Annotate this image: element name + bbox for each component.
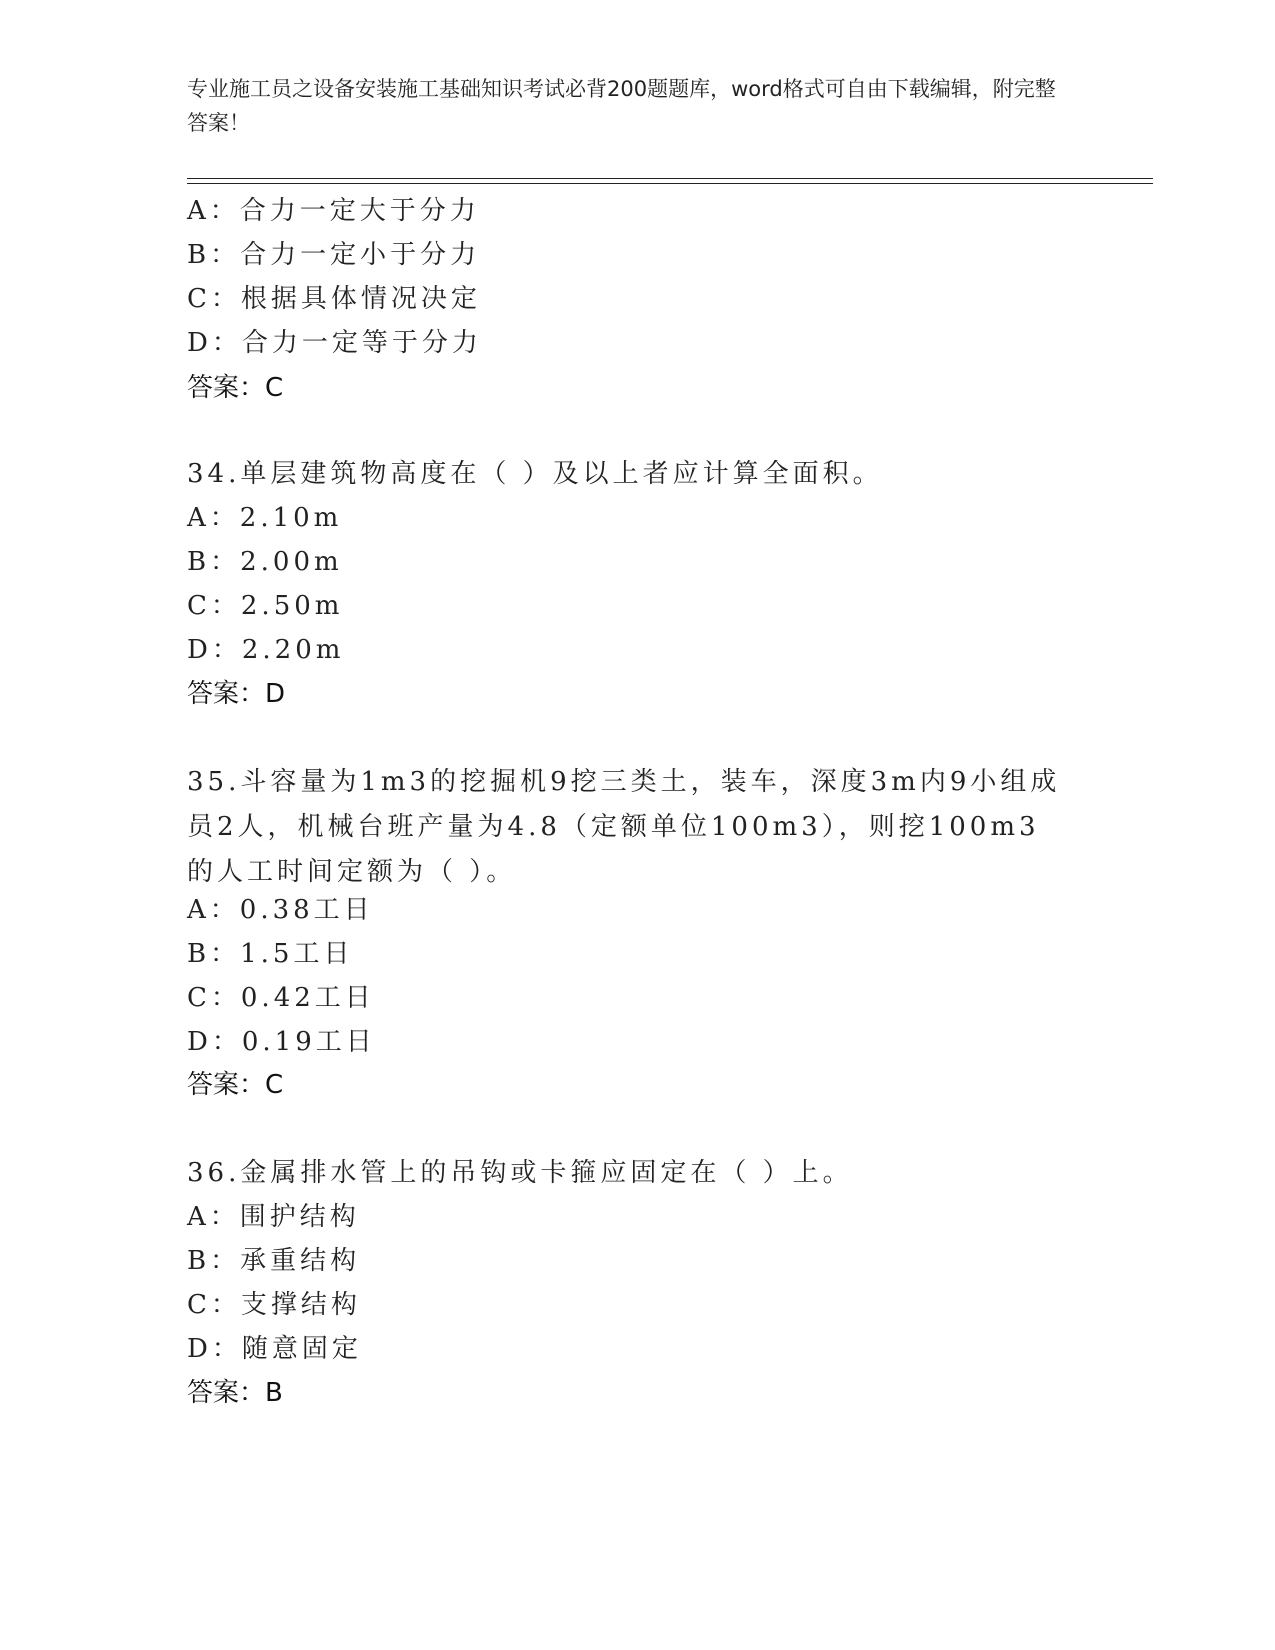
document-header: 专业施工员之设备安装施工基础知识考试必背200题题库，word格式可自由下载编辑，附完整答案！ — [187, 77, 1056, 135]
q35-option-d: D：0.19工日 — [187, 1027, 376, 1057]
q35-option-a: A：0.38工日 — [187, 895, 374, 925]
q34-option-d: D：2.20m — [187, 635, 345, 665]
q33-option-d: D：合力一定等于分力 — [187, 328, 482, 358]
q33-option-b: B：合力一定小于分力 — [187, 240, 481, 270]
q36-option-b: B：承重结构 — [187, 1246, 361, 1276]
header-divider-bottom — [187, 183, 1153, 184]
q35-question: 35.斗容量为1m3的挖掘机9挖三类土，装车，深度3m内9小组成员2人，机械台班产量为4.8（定额单位100m3），则挖100m3的人工时间定额为（ ）。 — [187, 767, 1061, 887]
q33-answer: 答案：C — [187, 373, 284, 403]
q36-question: 36.金属排水管上的吊钩或卡箍应固定在（ ）上。 — [187, 1158, 853, 1188]
header-divider-top — [187, 178, 1153, 179]
q36-option-d: D：随意固定 — [187, 1334, 362, 1364]
q35-option-c: C：0.42工日 — [187, 983, 375, 1013]
q36-option-a: A：围护结构 — [187, 1202, 360, 1232]
q34-question: 34.单层建筑物高度在（ ）及以上者应计算全面积。 — [187, 459, 883, 489]
q36-option-c: C：支撑结构 — [187, 1290, 361, 1320]
q33-option-a: A：合力一定大于分力 — [187, 196, 480, 226]
q35-answer: 答案：C — [187, 1070, 284, 1100]
q34-answer: 答案：D — [187, 679, 286, 709]
q34-option-b: B：2.00m — [187, 547, 343, 577]
q36-answer: 答案：B — [187, 1378, 283, 1408]
q35-option-b: B：1.5工日 — [187, 939, 354, 969]
q33-option-c: C：根据具体情况决定 — [187, 284, 481, 314]
q34-option-a: A：2.10m — [187, 503, 343, 533]
q34-option-c: C：2.50m — [187, 591, 344, 621]
